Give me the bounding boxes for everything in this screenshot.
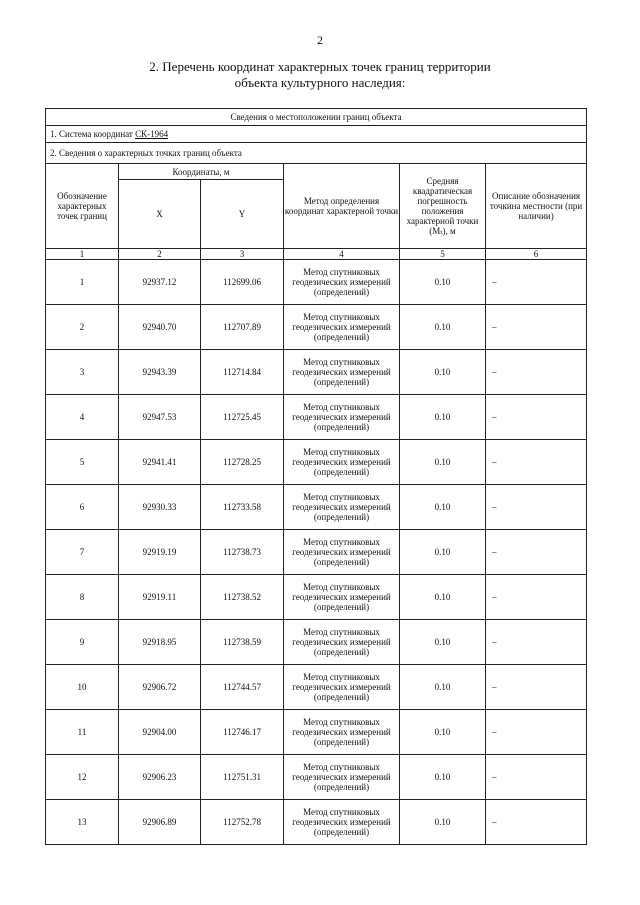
cell-y: 112738.59 [201, 620, 284, 665]
coordinates-table [45, 108, 587, 845]
coordinate-system-label: 1. Система координат [50, 129, 133, 139]
cell-point: 12 [46, 755, 119, 800]
cell-point: 5 [46, 440, 119, 485]
coordinate-system-name: СК-1964 [135, 129, 169, 139]
column-number: 1 [46, 249, 119, 260]
cell-x: 92943.39 [119, 350, 201, 395]
cell-error: 0.10 [400, 395, 486, 440]
cell-description: – [486, 350, 587, 395]
cell-method: Метод спутниковых геодезических измерений (определений) [284, 440, 400, 485]
cell-description: – [486, 665, 587, 710]
cell-y: 112728.25 [201, 440, 284, 485]
cell-error: 0.10 [400, 755, 486, 800]
cell-method: Метод спутниковых геодезических измерений (определений) [284, 710, 400, 755]
cell-y: 112751.31 [201, 755, 284, 800]
table-row [46, 665, 587, 710]
cell-point: 10 [46, 665, 119, 710]
cell-point: 9 [46, 620, 119, 665]
table-row [46, 350, 587, 395]
cell-x: 92930.33 [119, 485, 201, 530]
title-line-1: 2. Перечень координат характерных точек границ территории [149, 59, 491, 74]
cell-error: 0.10 [400, 440, 486, 485]
cell-method: Метод спутниковых геодезических измерений (определений) [284, 395, 400, 440]
cell-y: 112752.78 [201, 800, 284, 845]
cell-y: 112733.58 [201, 485, 284, 530]
column-number: 3 [201, 249, 284, 260]
cell-error: 0.10 [400, 350, 486, 395]
cell-description: – [486, 395, 587, 440]
cell-y: 112738.73 [201, 530, 284, 575]
cell-description: – [486, 440, 587, 485]
cell-y: 112707.89 [201, 305, 284, 350]
cell-error: 0.10 [400, 305, 486, 350]
cell-method: Метод спутниковых геодезических измерений (определений) [284, 800, 400, 845]
cell-x: 92906.72 [119, 665, 201, 710]
table-header: Сведения о местоположении границ объекта [46, 109, 587, 126]
cell-x: 92940.70 [119, 305, 201, 350]
cell-point: 1 [46, 260, 119, 305]
column-number: 4 [284, 249, 400, 260]
cell-method: Метод спутниковых геодезических измерений (определений) [284, 350, 400, 395]
cell-y: 112738.52 [201, 575, 284, 620]
cell-method: Метод спутниковых геодезических измерений (определений) [284, 755, 400, 800]
cell-error: 0.10 [400, 260, 486, 305]
cell-x: 92906.89 [119, 800, 201, 845]
table-row [46, 260, 587, 305]
cell-method: Метод спутниковых геодезических измерений (определений) [284, 530, 400, 575]
points-section-heading: 2. Сведения о характерных точках границ объекта [46, 143, 587, 164]
cell-description: – [486, 710, 587, 755]
table-row [46, 485, 587, 530]
cell-method: Метод спутниковых геодезических измерений (определений) [284, 305, 400, 350]
cell-point: 4 [46, 395, 119, 440]
table-row [46, 575, 587, 620]
cell-error: 0.10 [400, 485, 486, 530]
table-row [46, 800, 587, 845]
page-number: 2 [317, 33, 323, 47]
cell-description: – [486, 575, 587, 620]
cell-y: 112744.57 [201, 665, 284, 710]
cell-error: 0.10 [400, 800, 486, 845]
column-number: 6 [486, 249, 587, 260]
cell-x: 92937.12 [119, 260, 201, 305]
column-header-coordinates: Координаты, м [119, 164, 284, 180]
cell-description: – [486, 485, 587, 530]
table-row [46, 395, 587, 440]
page-title [60, 59, 580, 91]
title-line-2: объекта культурного наследия: [234, 75, 406, 90]
cell-x: 92919.19 [119, 530, 201, 575]
cell-description: – [486, 800, 587, 845]
cell-x: 92904.00 [119, 710, 201, 755]
column-header-description: Описание обозначения точкина местности (при наличии) [486, 164, 587, 249]
cell-method: Метод спутниковых геодезических измерений (определений) [284, 575, 400, 620]
cell-point: 7 [46, 530, 119, 575]
cell-method: Метод спутниковых геодезических измерений (определений) [284, 665, 400, 710]
cell-description: – [486, 530, 587, 575]
cell-x: 92919.11 [119, 575, 201, 620]
column-number: 5 [400, 249, 486, 260]
cell-description: – [486, 620, 587, 665]
column-header-point: Обозначение характерных точек границ [46, 164, 119, 249]
table-row [46, 305, 587, 350]
table-row [46, 710, 587, 755]
cell-y: 112725.45 [201, 395, 284, 440]
cell-y: 112746.17 [201, 710, 284, 755]
column-header-x: X [119, 180, 201, 249]
cell-point: 8 [46, 575, 119, 620]
cell-x: 92947.53 [119, 395, 201, 440]
cell-x: 92906.23 [119, 755, 201, 800]
cell-description: – [486, 260, 587, 305]
cell-y: 112699.06 [201, 260, 284, 305]
cell-x: 92941.41 [119, 440, 201, 485]
cell-x: 92918.95 [119, 620, 201, 665]
cell-point: 2 [46, 305, 119, 350]
cell-point: 3 [46, 350, 119, 395]
table-row [46, 440, 587, 485]
coordinate-system-row [46, 126, 587, 143]
cell-error: 0.10 [400, 710, 486, 755]
column-header-y: Y [201, 180, 284, 249]
table-row [46, 530, 587, 575]
cell-point: 11 [46, 710, 119, 755]
column-header-method: Метод определения координат характерной точки [284, 164, 400, 249]
cell-error: 0.10 [400, 530, 486, 575]
cell-point: 6 [46, 485, 119, 530]
cell-error: 0.10 [400, 575, 486, 620]
column-header-error: Средняя квадратическая погрешность положения характерной точки (Mₜ), м [400, 164, 486, 249]
cell-point: 13 [46, 800, 119, 845]
cell-error: 0.10 [400, 620, 486, 665]
column-number: 2 [119, 249, 201, 260]
column-number-row [46, 249, 587, 260]
table-row [46, 620, 587, 665]
cell-y: 112714.84 [201, 350, 284, 395]
cell-error: 0.10 [400, 665, 486, 710]
cell-description: – [486, 755, 587, 800]
cell-description: – [486, 305, 587, 350]
cell-method: Метод спутниковых геодезических измерений (определений) [284, 620, 400, 665]
cell-method: Метод спутниковых геодезических измерений (определений) [284, 485, 400, 530]
cell-method: Метод спутниковых геодезических измерений (определений) [284, 260, 400, 305]
table-row [46, 755, 587, 800]
